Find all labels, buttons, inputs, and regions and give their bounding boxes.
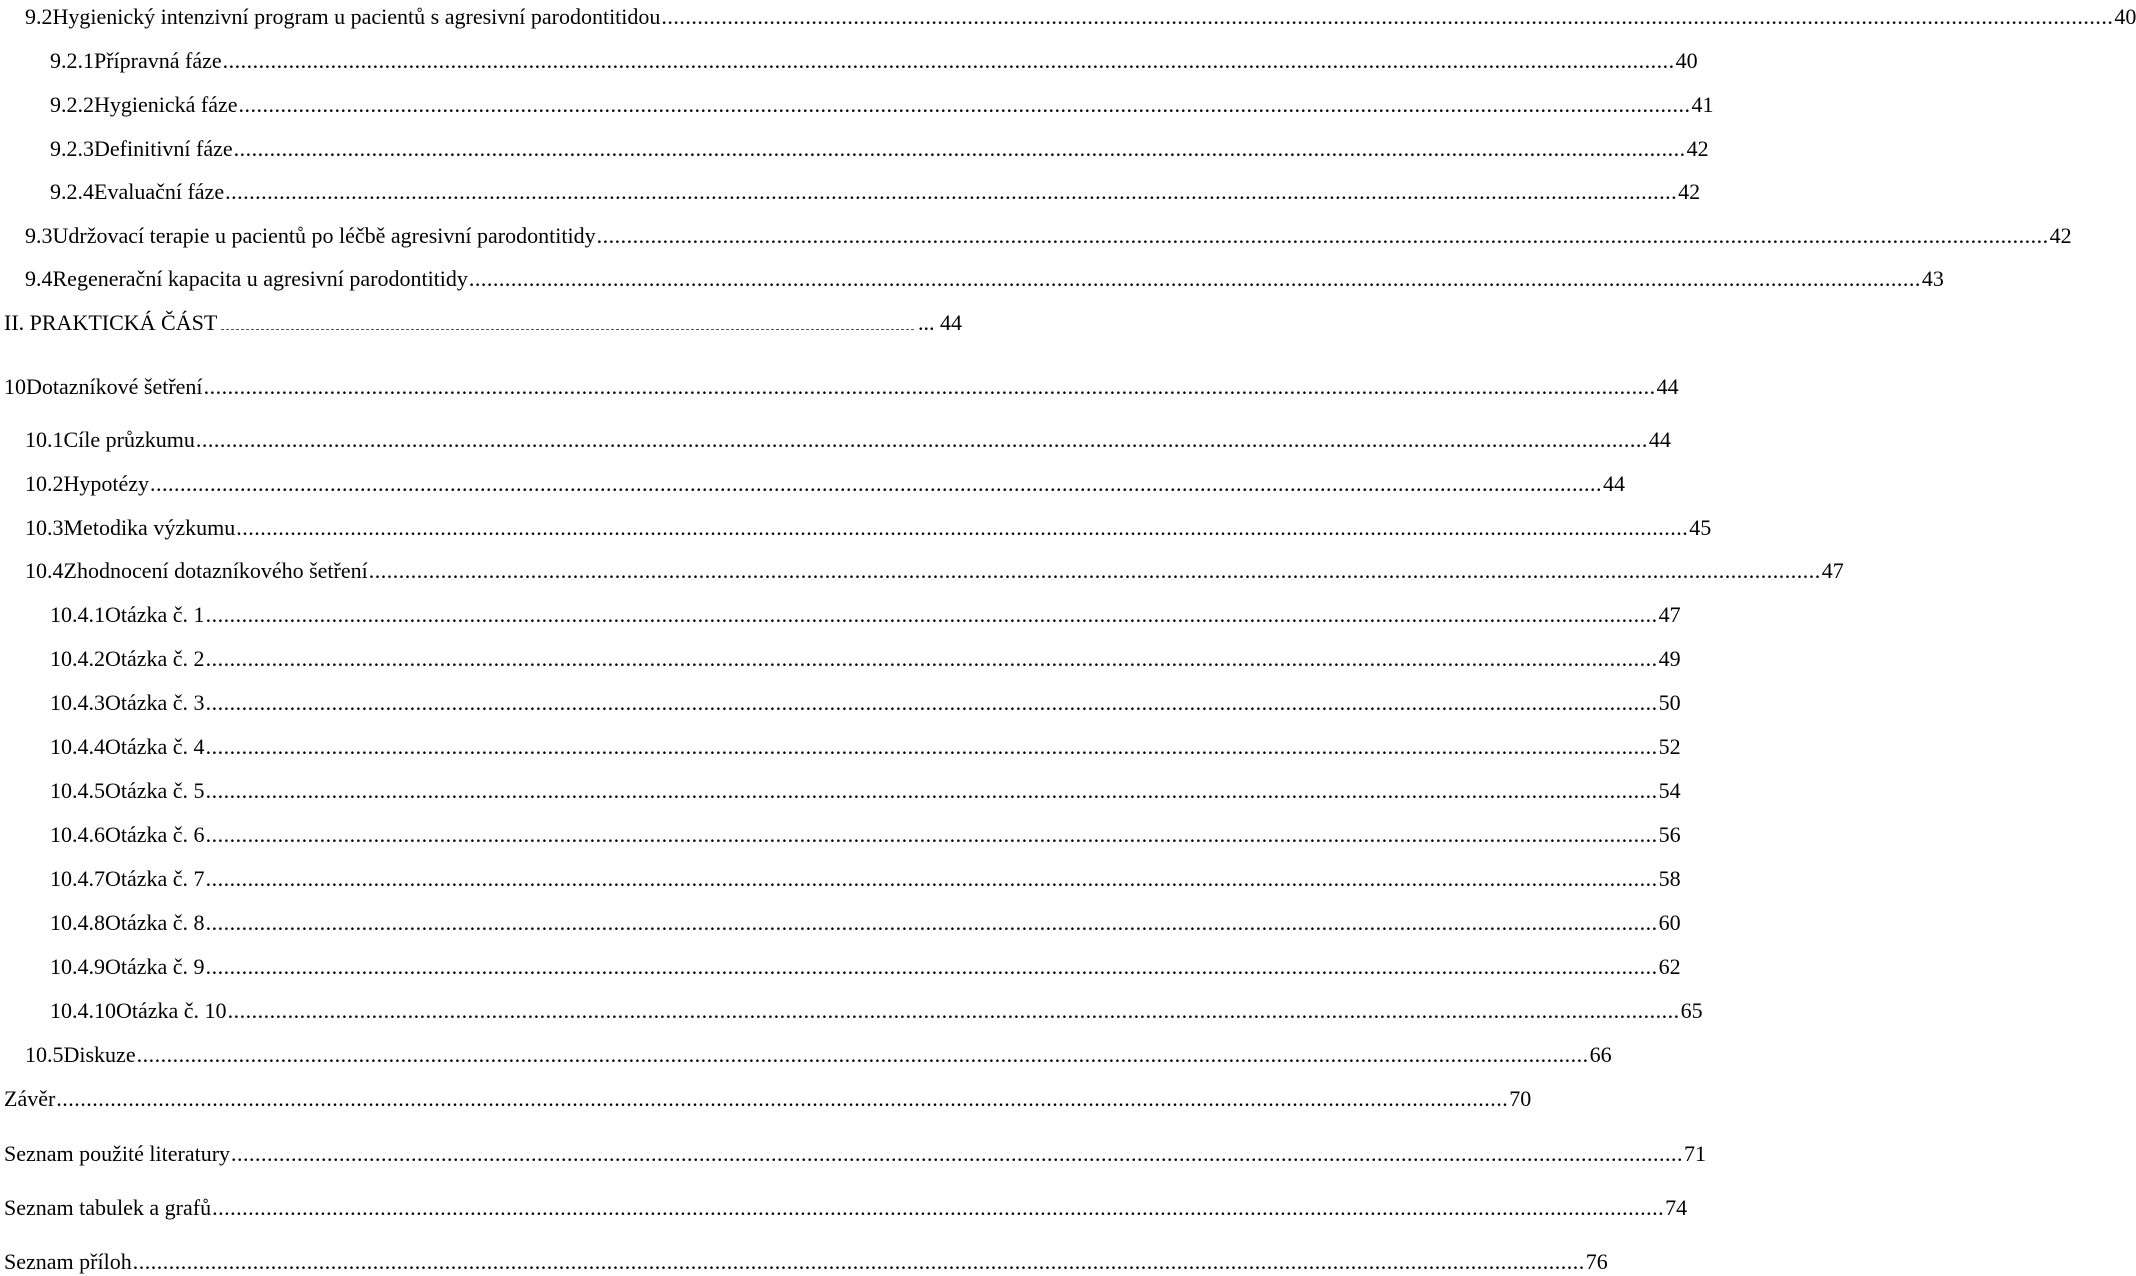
toc-number: 10.4.6: [50, 822, 105, 847]
toc-title: Dotazníkové šetření: [26, 374, 203, 399]
toc-title: Otázka č. 1: [105, 602, 205, 627]
toc-entry-10-4-3[interactable]: [0, 686, 1681, 716]
toc-page: 44: [1656, 374, 1679, 399]
dot-leader: [206, 734, 1658, 760]
dot-leader: [228, 998, 1680, 1024]
toc-page: 42: [2049, 223, 2072, 248]
dotted-leader: [221, 328, 914, 330]
dot-leader: [236, 515, 1688, 541]
dot-leader: [204, 374, 1656, 400]
toc-title: Seznam tabulek a grafů: [4, 1195, 212, 1220]
toc-entry-9-2-1[interactable]: [0, 44, 1698, 74]
toc-title: Seznam použité literatury: [4, 1141, 231, 1166]
toc-page: 42: [1678, 179, 1701, 204]
toc-entry-9-2[interactable]: [0, 0, 2136, 30]
dot-leader: [369, 558, 1821, 584]
toc-number: 10.4.1: [50, 602, 105, 627]
toc-number: 10.4.10: [50, 998, 116, 1023]
toc-number: 9.4: [25, 266, 53, 291]
toc-title: Otázka č. 5: [105, 778, 205, 803]
dot-leader: [56, 1086, 1508, 1112]
toc-entry-part-2[interactable]: [0, 306, 962, 336]
toc-entry-10-5[interactable]: [0, 1038, 1612, 1068]
toc-page: 49: [1658, 646, 1681, 671]
dot-leader: [196, 427, 1648, 453]
toc-number: 9.3: [25, 223, 53, 248]
dot-leader: [206, 778, 1658, 804]
toc-page: 76: [1585, 1249, 1608, 1274]
dot-leader: [239, 92, 1691, 118]
toc-entry-10-4-1[interactable]: [0, 598, 1681, 628]
toc-entry-10-4[interactable]: [0, 554, 1844, 584]
toc-page: 58: [1658, 866, 1681, 891]
toc-number: 9.2.1: [50, 48, 94, 73]
toc-title: Definitivní fáze: [94, 136, 233, 161]
toc-page: 74: [1665, 1195, 1688, 1220]
toc-page: 52: [1658, 734, 1681, 759]
dot-leader: [206, 954, 1658, 980]
toc-page: 47: [1658, 602, 1681, 627]
dot-leader: [661, 4, 2113, 30]
toc-title: Evaluační fáze: [94, 179, 225, 204]
toc-entry-10-4-8[interactable]: [0, 906, 1681, 936]
dot-leader: [231, 1141, 1683, 1167]
dot-leader: [234, 136, 1686, 162]
toc-title: Otázka č. 4: [105, 734, 205, 759]
toc-number: 10.4.8: [50, 910, 105, 935]
toc-title: Diskuze: [63, 1042, 136, 1067]
toc-number: 9.2.2: [50, 92, 94, 117]
toc-number: 9.2: [25, 4, 53, 29]
toc-number: 10.2: [25, 471, 64, 496]
toc-number: 9.2.4: [50, 179, 94, 204]
dot-leader: [223, 48, 1675, 74]
toc-number: 9.2.3: [50, 136, 94, 161]
toc-title: Závěr: [4, 1086, 56, 1111]
toc-page: 71: [1684, 1141, 1707, 1166]
toc-page: ... 44: [918, 310, 962, 335]
toc-entry-10-4-9[interactable]: [0, 950, 1681, 980]
toc-entry-9-2-3[interactable]: [0, 132, 1709, 162]
toc-page: 44: [1648, 427, 1671, 452]
toc-entry-9-2-2[interactable]: [0, 88, 1714, 118]
toc-page: 40: [2114, 4, 2136, 29]
toc-page: 44: [1603, 471, 1626, 496]
toc-number: 10: [4, 374, 26, 399]
toc-entry-10-4-6[interactable]: [0, 818, 1681, 848]
toc-title: Cíle průzkumu: [63, 427, 195, 452]
toc-number: 10.4.4: [50, 734, 105, 759]
toc-title: Zhodnocení dotazníkového šetření: [63, 558, 368, 583]
toc-entry-10-4-5[interactable]: [0, 774, 1681, 804]
toc-entry-zaver[interactable]: [0, 1082, 1532, 1112]
toc-page: 70: [1509, 1086, 1532, 1111]
toc-page: 60: [1658, 910, 1681, 935]
toc-entry-9-4[interactable]: [0, 262, 1944, 292]
toc-page: 43: [1921, 266, 1944, 291]
toc-number: 10.4.2: [50, 646, 105, 671]
toc-page: 56: [1658, 822, 1681, 847]
toc-title: Hypotézy: [63, 471, 150, 496]
toc-page: 47: [1821, 558, 1844, 583]
toc-number: 10.4.9: [50, 954, 105, 979]
toc-number: 10.1: [25, 427, 64, 452]
toc-title: Otázka č. 10: [116, 998, 227, 1023]
toc-title: Otázka č. 3: [105, 690, 205, 715]
toc-entry-10[interactable]: [0, 370, 1679, 400]
dot-leader: [206, 910, 1658, 936]
toc-number: 10.5: [25, 1042, 64, 1067]
dot-leader: [133, 1249, 1585, 1275]
toc-number: 10.4: [25, 558, 64, 583]
dot-leader: [150, 471, 1602, 497]
toc-title: Hygienický intenzivní program u pacientů s agresivní parodontitidou: [52, 4, 661, 29]
toc-page: 42: [1686, 136, 1709, 161]
dot-leader: [206, 866, 1658, 892]
toc-entry-tabulky[interactable]: [0, 1191, 1688, 1221]
toc-entry-10-4-10[interactable]: [0, 994, 1703, 1024]
dot-leader: [206, 690, 1658, 716]
toc-entry-10-4-7[interactable]: [0, 862, 1681, 892]
toc-title: Přípravná fáze: [94, 48, 222, 73]
toc-title: Otázka č. 7: [105, 866, 205, 891]
toc-title: Regenerační kapacita u agresivní parodontitidy: [52, 266, 468, 291]
dot-leader: [206, 822, 1658, 848]
dot-leader: [469, 266, 1921, 292]
toc-entry-9-3[interactable]: [0, 219, 2072, 249]
toc-title: Otázka č. 6: [105, 822, 205, 847]
toc-title: Udržovací terapie u pacientů po léčbě agresivní parodontitidy: [52, 223, 596, 248]
dot-leader: [225, 179, 1677, 205]
toc-page: 62: [1658, 954, 1681, 979]
toc-entry-10-3[interactable]: [0, 511, 1712, 541]
toc-title: Hygienická fáze: [94, 92, 238, 117]
dot-leader: [206, 646, 1658, 672]
toc-page: 40: [1675, 48, 1698, 73]
toc-number: 10.4.3: [50, 690, 105, 715]
toc-entry-10-4-2[interactable]: [0, 642, 1681, 672]
toc-title: Otázka č. 8: [105, 910, 205, 935]
toc-entry-10-2[interactable]: [0, 467, 1626, 497]
toc-title: Otázka č. 9: [105, 954, 205, 979]
toc-entry-9-2-4[interactable]: [0, 175, 1701, 205]
toc-page: 66: [1589, 1042, 1612, 1067]
dot-leader: [206, 602, 1658, 628]
toc-title: Otázka č. 2: [105, 646, 205, 671]
toc-title: II. PRAKTICKÁ ČÁST: [4, 310, 218, 335]
toc-page: 54: [1658, 778, 1681, 803]
dot-leader: [212, 1195, 1664, 1221]
toc-entry-prilohy[interactable]: [0, 1245, 1608, 1275]
dot-leader: [137, 1042, 1589, 1068]
toc-title: Seznam příloh: [4, 1249, 132, 1274]
toc-page: 45: [1689, 515, 1712, 540]
dot-leader: [597, 223, 2049, 249]
toc-number: 10.3: [25, 515, 64, 540]
toc-number: 10.4.5: [50, 778, 105, 803]
toc-entry-10-4-4[interactable]: [0, 730, 1681, 760]
toc-page: 65: [1680, 998, 1703, 1023]
toc-entry-literatura[interactable]: [0, 1137, 1707, 1167]
toc-page: 41: [1691, 92, 1714, 117]
toc-number: 10.4.7: [50, 866, 105, 891]
toc-entry-10-1[interactable]: [0, 423, 1671, 453]
toc-title: Metodika výzkumu: [63, 515, 236, 540]
toc-page: 50: [1658, 690, 1681, 715]
